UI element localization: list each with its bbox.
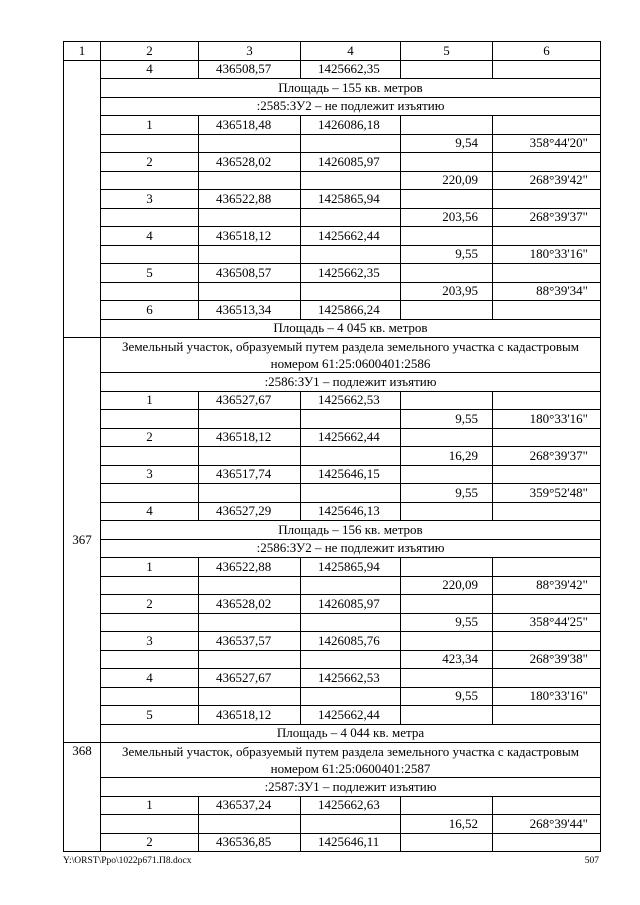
direction-angle: 88°39'42" (493, 576, 601, 595)
segment-row (64, 282, 601, 301)
coord-y: 1426085,76 (301, 632, 401, 651)
subsection-title: :2587:ЗУ1 – подлежит изъятию (101, 778, 601, 797)
coord-x: 436518,12 (199, 428, 301, 447)
empty-cell (199, 171, 301, 190)
area-row (64, 521, 601, 540)
point-row (64, 706, 601, 725)
segment-row (64, 447, 601, 466)
empty-cell (101, 282, 199, 301)
empty-cell (493, 833, 601, 852)
empty-cell (493, 796, 601, 815)
empty-cell (101, 576, 199, 595)
direction-angle: 268°39'37" (493, 447, 601, 466)
direction-angle: 88°39'34" (493, 282, 601, 301)
empty-cell (199, 613, 301, 632)
section-number-cell (64, 60, 101, 338)
point-number: 4 (101, 669, 199, 688)
coordinates-table (63, 41, 601, 852)
point-number: 2 (101, 595, 199, 614)
area-row (64, 79, 601, 98)
empty-cell (101, 134, 199, 153)
empty-cell (493, 669, 601, 688)
point-number: 4 (101, 60, 199, 79)
segment-length: 220,09 (401, 171, 493, 190)
empty-cell (301, 245, 401, 264)
empty-cell (401, 833, 493, 852)
coord-x: 436536,85 (199, 833, 301, 852)
segment-length: 9,55 (401, 484, 493, 503)
column-header: 1 (64, 42, 101, 61)
empty-cell (301, 171, 401, 190)
empty-cell (199, 447, 301, 466)
point-row (64, 428, 601, 447)
point-row (64, 669, 601, 688)
empty-cell (301, 613, 401, 632)
point-number: 1 (101, 558, 199, 577)
empty-cell (199, 687, 301, 706)
segment-length: 9,55 (401, 245, 493, 264)
coord-y: 1425662,53 (301, 669, 401, 688)
point-number: 1 (101, 116, 199, 135)
empty-cell (401, 428, 493, 447)
column-header: 6 (493, 42, 601, 61)
direction-angle: 268°39'44" (493, 815, 601, 834)
area-label: Площадь – 155 кв. метров (101, 79, 601, 98)
direction-angle: 358°44'20" (493, 134, 601, 153)
segment-row (64, 245, 601, 264)
direction-angle: 180°33'16" (493, 410, 601, 429)
empty-cell (101, 484, 199, 503)
empty-cell (301, 282, 401, 301)
subsection-row (64, 97, 601, 116)
empty-cell (101, 650, 199, 669)
point-row (64, 833, 601, 852)
coord-y: 1425865,94 (301, 190, 401, 209)
empty-cell (101, 815, 199, 834)
point-number: 3 (101, 465, 199, 484)
segment-length: 423,34 (401, 650, 493, 669)
segment-row (64, 613, 601, 632)
point-number: 2 (101, 428, 199, 447)
point-number: 5 (101, 706, 199, 725)
parcel-number: 368 (64, 743, 101, 852)
segment-length: 9,55 (401, 687, 493, 706)
empty-cell (301, 410, 401, 429)
point-row (64, 264, 601, 283)
point-number: 6 (101, 301, 199, 320)
point-row (64, 465, 601, 484)
point-row (64, 190, 601, 209)
column-header: 4 (301, 42, 401, 61)
empty-cell (493, 116, 601, 135)
empty-cell (199, 208, 301, 227)
point-row (64, 153, 601, 172)
coord-x: 436517,74 (199, 465, 301, 484)
empty-cell (401, 391, 493, 410)
point-number: 4 (101, 502, 199, 521)
empty-cell (493, 153, 601, 172)
empty-cell (301, 650, 401, 669)
subsection-row (64, 539, 601, 558)
segment-row (64, 576, 601, 595)
coord-x: 436527,67 (199, 391, 301, 410)
coord-x: 436522,88 (199, 190, 301, 209)
subsection-title: :2586:ЗУ2 – не подлежит изъятию (101, 539, 601, 558)
point-row (64, 227, 601, 246)
coord-x: 436508,57 (199, 264, 301, 283)
area-label: Площадь – 4 044 кв. метра (101, 724, 601, 743)
empty-cell (401, 264, 493, 283)
segment-length: 9,55 (401, 613, 493, 632)
segment-length: 16,29 (401, 447, 493, 466)
segment-length: 9,55 (401, 410, 493, 429)
empty-cell (199, 282, 301, 301)
coord-y: 1426085,97 (301, 595, 401, 614)
empty-cell (301, 208, 401, 227)
coord-y: 1425866,24 (301, 301, 401, 320)
empty-cell (199, 245, 301, 264)
parcel-number: 367 (64, 338, 101, 743)
area-label: Площадь – 4 045 кв. метров (101, 319, 601, 338)
empty-cell (199, 134, 301, 153)
footer-page-number: 507 (584, 856, 599, 866)
empty-cell (493, 190, 601, 209)
empty-cell (493, 391, 601, 410)
subsection-row (64, 373, 601, 392)
empty-cell (401, 60, 493, 79)
point-number: 2 (101, 833, 199, 852)
coord-y: 1425662,44 (301, 428, 401, 447)
empty-cell (401, 502, 493, 521)
empty-cell (199, 650, 301, 669)
point-number: 4 (101, 227, 199, 246)
empty-cell (301, 484, 401, 503)
coord-y: 1426086,18 (301, 116, 401, 135)
area-row (64, 724, 601, 743)
parcel-description: Земельный участок, образуемый путем раздела земельного участка с кадастровым номером 61:25:0600401:2587 (101, 743, 601, 778)
coord-y: 1425662,35 (301, 60, 401, 79)
point-row (64, 301, 601, 320)
empty-cell (401, 706, 493, 725)
empty-cell (101, 687, 199, 706)
point-number: 2 (101, 153, 199, 172)
empty-cell (401, 796, 493, 815)
point-row (64, 632, 601, 651)
segment-length: 220,09 (401, 576, 493, 595)
empty-cell (301, 815, 401, 834)
coord-x: 436528,02 (199, 595, 301, 614)
parcel-header-row (64, 338, 601, 373)
empty-cell (101, 447, 199, 466)
point-number: 3 (101, 190, 199, 209)
column-header: 5 (401, 42, 493, 61)
empty-cell (301, 447, 401, 466)
point-number: 3 (101, 632, 199, 651)
empty-cell (301, 576, 401, 595)
coord-y: 1425662,44 (301, 706, 401, 725)
column-header: 2 (101, 42, 199, 61)
direction-angle: 268°39'42" (493, 171, 601, 190)
empty-cell (101, 613, 199, 632)
segment-row (64, 650, 601, 669)
coord-y: 1425662,53 (301, 391, 401, 410)
empty-cell (101, 245, 199, 264)
point-row (64, 796, 601, 815)
empty-cell (493, 465, 601, 484)
empty-cell (493, 632, 601, 651)
point-row (64, 502, 601, 521)
empty-cell (101, 410, 199, 429)
empty-cell (199, 576, 301, 595)
coord-x: 436527,67 (199, 669, 301, 688)
area-label: Площадь – 156 кв. метров (101, 521, 601, 540)
empty-cell (199, 410, 301, 429)
coord-x: 436537,57 (199, 632, 301, 651)
segment-length: 9,54 (401, 134, 493, 153)
segment-row (64, 687, 601, 706)
coord-x: 436527,29 (199, 502, 301, 521)
empty-cell (401, 190, 493, 209)
subsection-row (64, 778, 601, 797)
segment-row (64, 134, 601, 153)
point-row (64, 391, 601, 410)
header-row (64, 42, 601, 61)
empty-cell (401, 632, 493, 651)
point-number: 1 (101, 391, 199, 410)
direction-angle: 359°52'48" (493, 484, 601, 503)
direction-angle: 180°33'16" (493, 687, 601, 706)
coord-x: 436522,88 (199, 558, 301, 577)
segment-row (64, 484, 601, 503)
empty-cell (301, 134, 401, 153)
point-row (64, 60, 601, 79)
coord-y: 1425662,35 (301, 264, 401, 283)
area-row (64, 319, 601, 338)
empty-cell (401, 153, 493, 172)
coord-x: 436518,12 (199, 706, 301, 725)
coord-y: 1425646,13 (301, 502, 401, 521)
empty-cell (401, 227, 493, 246)
point-row (64, 116, 601, 135)
coord-x: 436513,34 (199, 301, 301, 320)
segment-row (64, 208, 601, 227)
segment-length: 203,95 (401, 282, 493, 301)
point-row (64, 558, 601, 577)
empty-cell (493, 227, 601, 246)
empty-cell (199, 484, 301, 503)
empty-cell (401, 558, 493, 577)
empty-cell (199, 815, 301, 834)
column-header: 3 (199, 42, 301, 61)
footer-file-path: Y:\ORST\Ppo\1022p671.П8.docx (63, 856, 192, 866)
direction-angle: 180°33'16" (493, 245, 601, 264)
empty-cell (401, 116, 493, 135)
coord-y: 1425662,44 (301, 227, 401, 246)
parcel-header-row (64, 743, 601, 778)
empty-cell (401, 595, 493, 614)
coord-y: 1425865,94 (301, 558, 401, 577)
direction-angle: 268°39'37" (493, 208, 601, 227)
empty-cell (101, 171, 199, 190)
empty-cell (493, 264, 601, 283)
subsection-title: :2586:ЗУ1 – подлежит изъятию (101, 373, 601, 392)
empty-cell (493, 706, 601, 725)
empty-cell (301, 687, 401, 706)
subsection-title: :2585:ЗУ2 – не подлежит изъятию (101, 97, 601, 116)
empty-cell (493, 428, 601, 447)
direction-angle: 268°39'38" (493, 650, 601, 669)
point-number: 5 (101, 264, 199, 283)
empty-cell (493, 502, 601, 521)
segment-length: 16,52 (401, 815, 493, 834)
coord-x: 436518,12 (199, 227, 301, 246)
empty-cell (401, 669, 493, 688)
empty-cell (401, 301, 493, 320)
empty-cell (493, 595, 601, 614)
point-number: 1 (101, 796, 199, 815)
empty-cell (401, 465, 493, 484)
coord-x: 436508,57 (199, 60, 301, 79)
segment-row (64, 815, 601, 834)
coord-y: 1425646,11 (301, 833, 401, 852)
segment-row (64, 171, 601, 190)
empty-cell (493, 60, 601, 79)
empty-cell (493, 558, 601, 577)
direction-angle: 358°44'25" (493, 613, 601, 632)
segment-length: 203,56 (401, 208, 493, 227)
point-row (64, 595, 601, 614)
coord-x: 436537,24 (199, 796, 301, 815)
coord-y: 1425662,63 (301, 796, 401, 815)
empty-cell (493, 301, 601, 320)
coord-x: 436528,02 (199, 153, 301, 172)
segment-row (64, 410, 601, 429)
empty-cell (101, 208, 199, 227)
parcel-description: Земельный участок, образуемый путем раздела земельного участка с кадастровым номером 61:25:0600401:2586 (101, 338, 601, 373)
coord-x: 436518,48 (199, 116, 301, 135)
coord-y: 1425646,15 (301, 465, 401, 484)
coord-y: 1426085,97 (301, 153, 401, 172)
